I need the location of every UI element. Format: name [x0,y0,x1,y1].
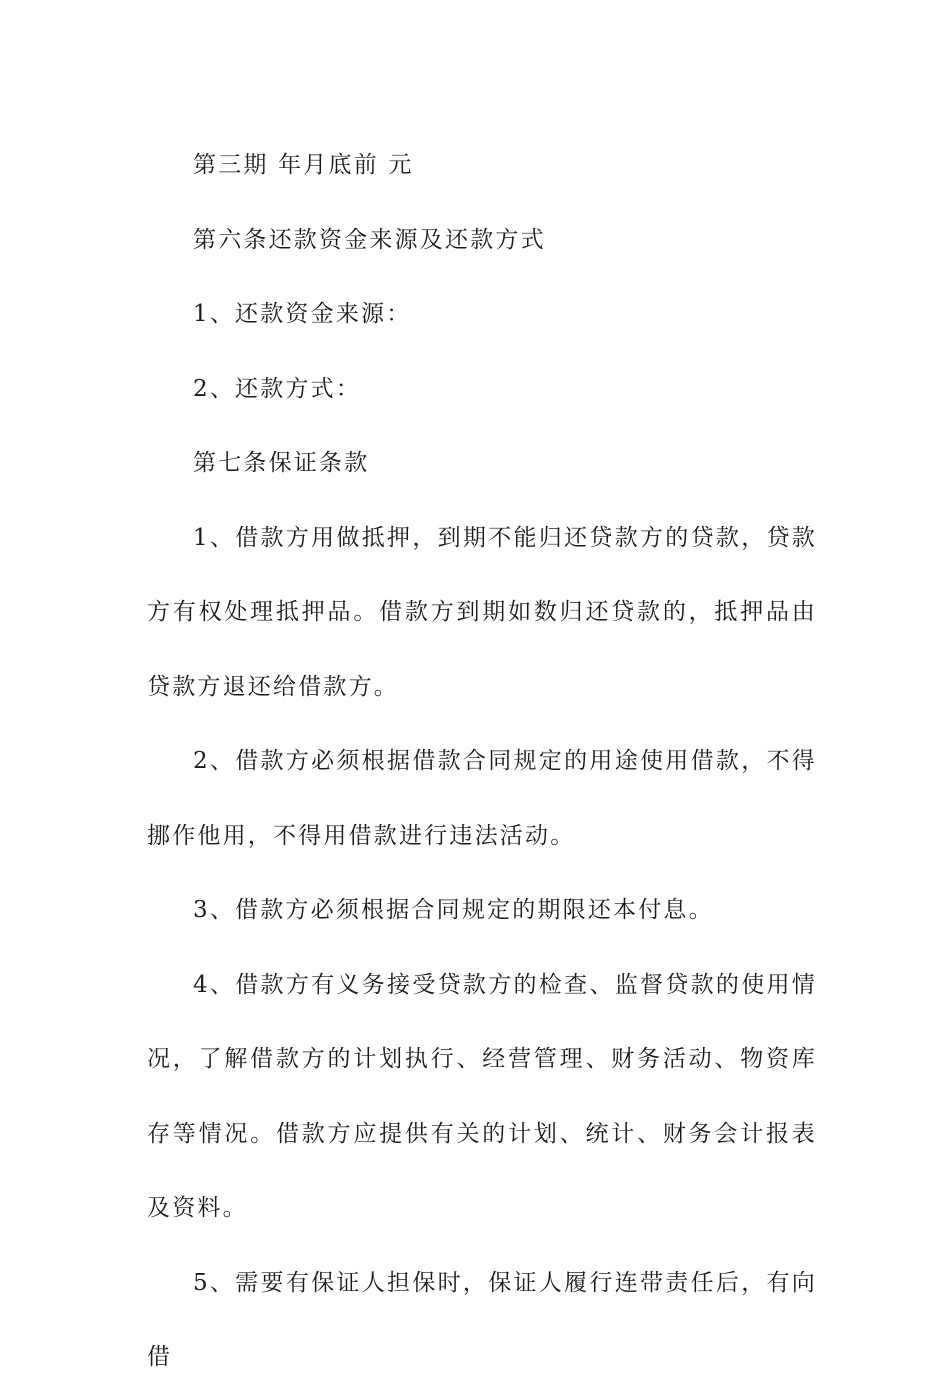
paragraph-guarantee-3: 3、借款方必须根据合同规定的期限还本付息。 [193,897,714,923]
document-body [147,128,817,1395]
paragraph-guarantee-5: 5、需要有保证人担保时，保证人履行连带责任后，有向借 [147,1269,817,1370]
paragraph-installment-3: 第三期 年月底前 元 [193,152,414,178]
paragraph-article-7-heading: 第七条保证条款 [193,450,370,476]
paragraph-repayment-source: 1、还款资金来源： [193,301,412,327]
paragraph-guarantee-4: 4、借款方有义务接受贷款方的检查、监督贷款的使用情况，了解借款方的计划执行、经营管理、财务活动、物资库存等情况。借款方应提供有关的计划、统计、财务会计报表及资料。 [147,971,817,1221]
paragraph-repayment-method: 2、还款方式： [193,375,362,402]
paragraph-article-6-heading: 第六条还款资金来源及还款方式 [193,226,546,253]
paragraph-guarantee-1: 1、借款方用做抵押，到期不能归还贷款方的贷款，贷款方有权处理抵押品。借款方到期如数归还贷款的，抵押品由贷款方退还给借款方。 [147,524,817,700]
paragraph-guarantee-2: 2、借款方必须根据借款合同规定的用途使用借款，不得挪作他用，不得用借款进行违法活动。 [147,748,817,849]
